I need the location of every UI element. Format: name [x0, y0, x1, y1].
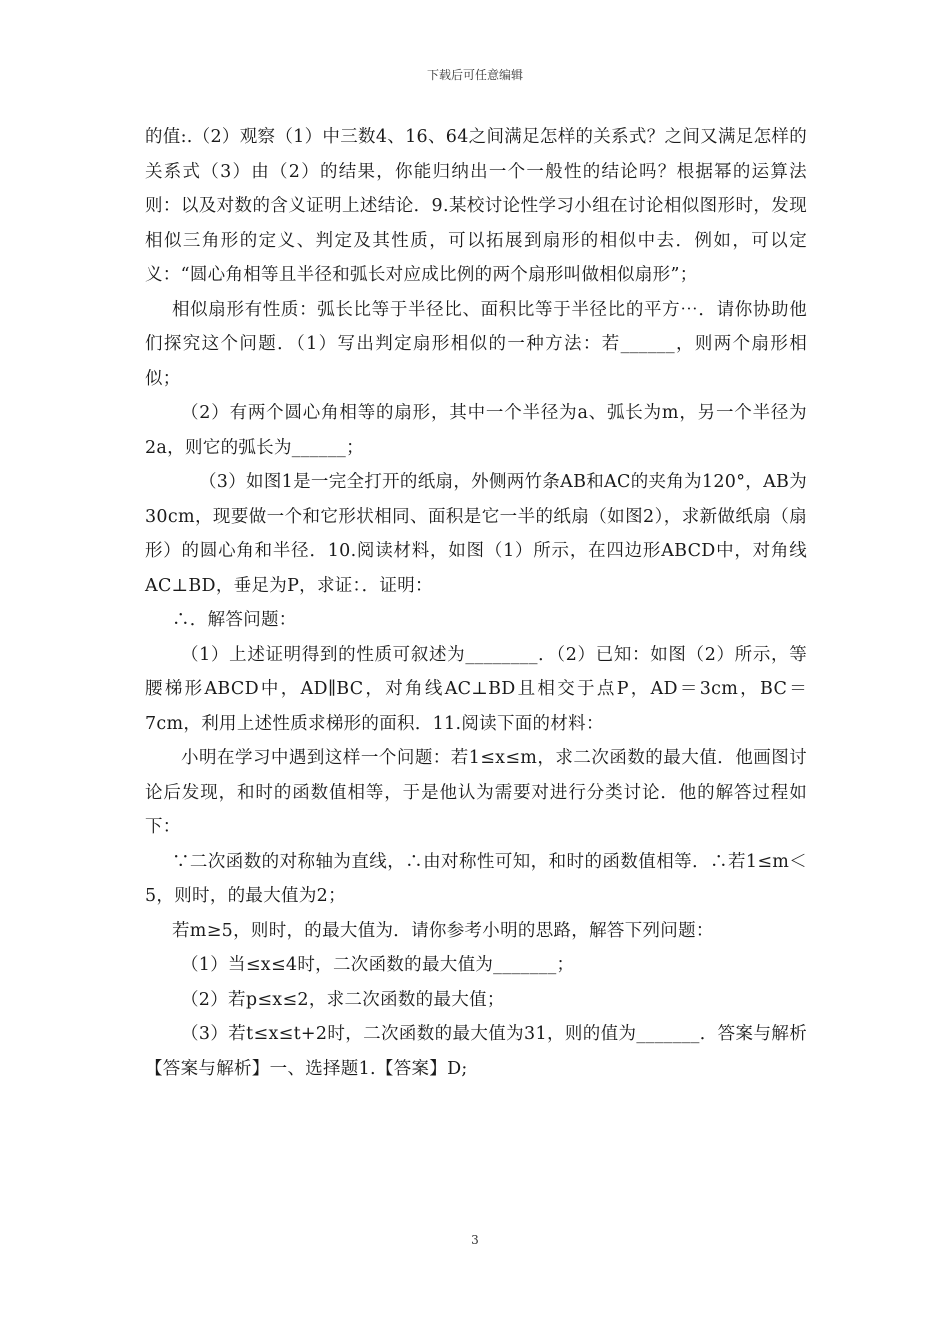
paragraph-2: 相似扇形有性质：弧长比等于半径比、面积比等于半径比的平方⋯．请你协助他们探究这个问题．（1）写出判定扇形相似的一种方法：若______，则两个扇形相似； — [145, 299, 807, 389]
paragraph-8: ∵二次函数的对称轴为直线，∴由对称性可知，和时的函数值相等．∴若1≤m＜5，则时，的最大值为2； — [145, 851, 807, 906]
paragraph-5: ∴．解答问题： — [172, 610, 297, 630]
paragraph-11: （2）若p≤x≤2，求二次函数的最大值； — [181, 989, 505, 1010]
paragraph-10: （1）当≤x≤4时，二次函数的最大值为_______； — [181, 955, 575, 975]
page-header: 下载后可任意编辑 — [426, 68, 523, 82]
paragraph-3: （2）有两个圆心角相等的扇形，其中一个半径为a、弧长为m，另一个半径为2a，则它的弧长为______； — [145, 403, 807, 458]
paragraph-6: （1）上述证明得到的性质可叙述为________．（2）已知：如图（2）所示，等腰梯形ABCD中，AD∥BC，对角线AC⊥BD且相交于点P，AD＝3cm，BC＝7cm，利用上述性质求梯形的面积．11.阅读下面的材料： — [145, 644, 807, 734]
paragraph-9: 若m≥5，则时，的最大值为．请你参考小明的思路，解答下列问题： — [172, 920, 714, 941]
page-number: 3 — [471, 1233, 479, 1247]
paragraph-7: 小明在学习中遇到这样一个问题：若1≤x≤m，求二次函数的最大值．他画图讨论后发现，和时的函数值相等，于是他认为需要对进行分类讨论．他的解答过程如下： — [145, 748, 807, 837]
paragraph-12: （3）若t≤x≤t+2时，二次函数的最大值为31，则的值为_______．答案与解析【答案与解析】一、选择题1.【答案】D; — [145, 1024, 807, 1079]
document-body — [145, 120, 807, 1086]
paragraph-1: 的值:.（2）观察（1）中三数4、16、64之间满足怎样的关系式？之间又满足怎样的关系式（3）由（2）的结果，你能归纳出一个一般性的结论吗？根据幂的运算法则：以及对数的含义证明上述结论．9.某校讨论性学习小组在讨论相似图形时，发现相似三角形的定义、判定及其性质，可以拓展到扇形的相似中去．例如，可以定义：“圆心角相等且半径和弧长对应成比例的两个扇形叫做相似扇形”； — [145, 127, 807, 285]
paragraph-4: （3）如图1是一完全打开的纸扇，外侧两竹条AB和AC的夹角为120°，AB为30cm，现要做一个和它形状相同、面积是它一半的纸扇（如图2），求新做纸扇（扇形）的圆心角和半径．10.阅读材料，如图（1）所示，在四边形ABCD中，对角线AC⊥BD，垂足为P，求证：．证明： — [145, 472, 807, 596]
